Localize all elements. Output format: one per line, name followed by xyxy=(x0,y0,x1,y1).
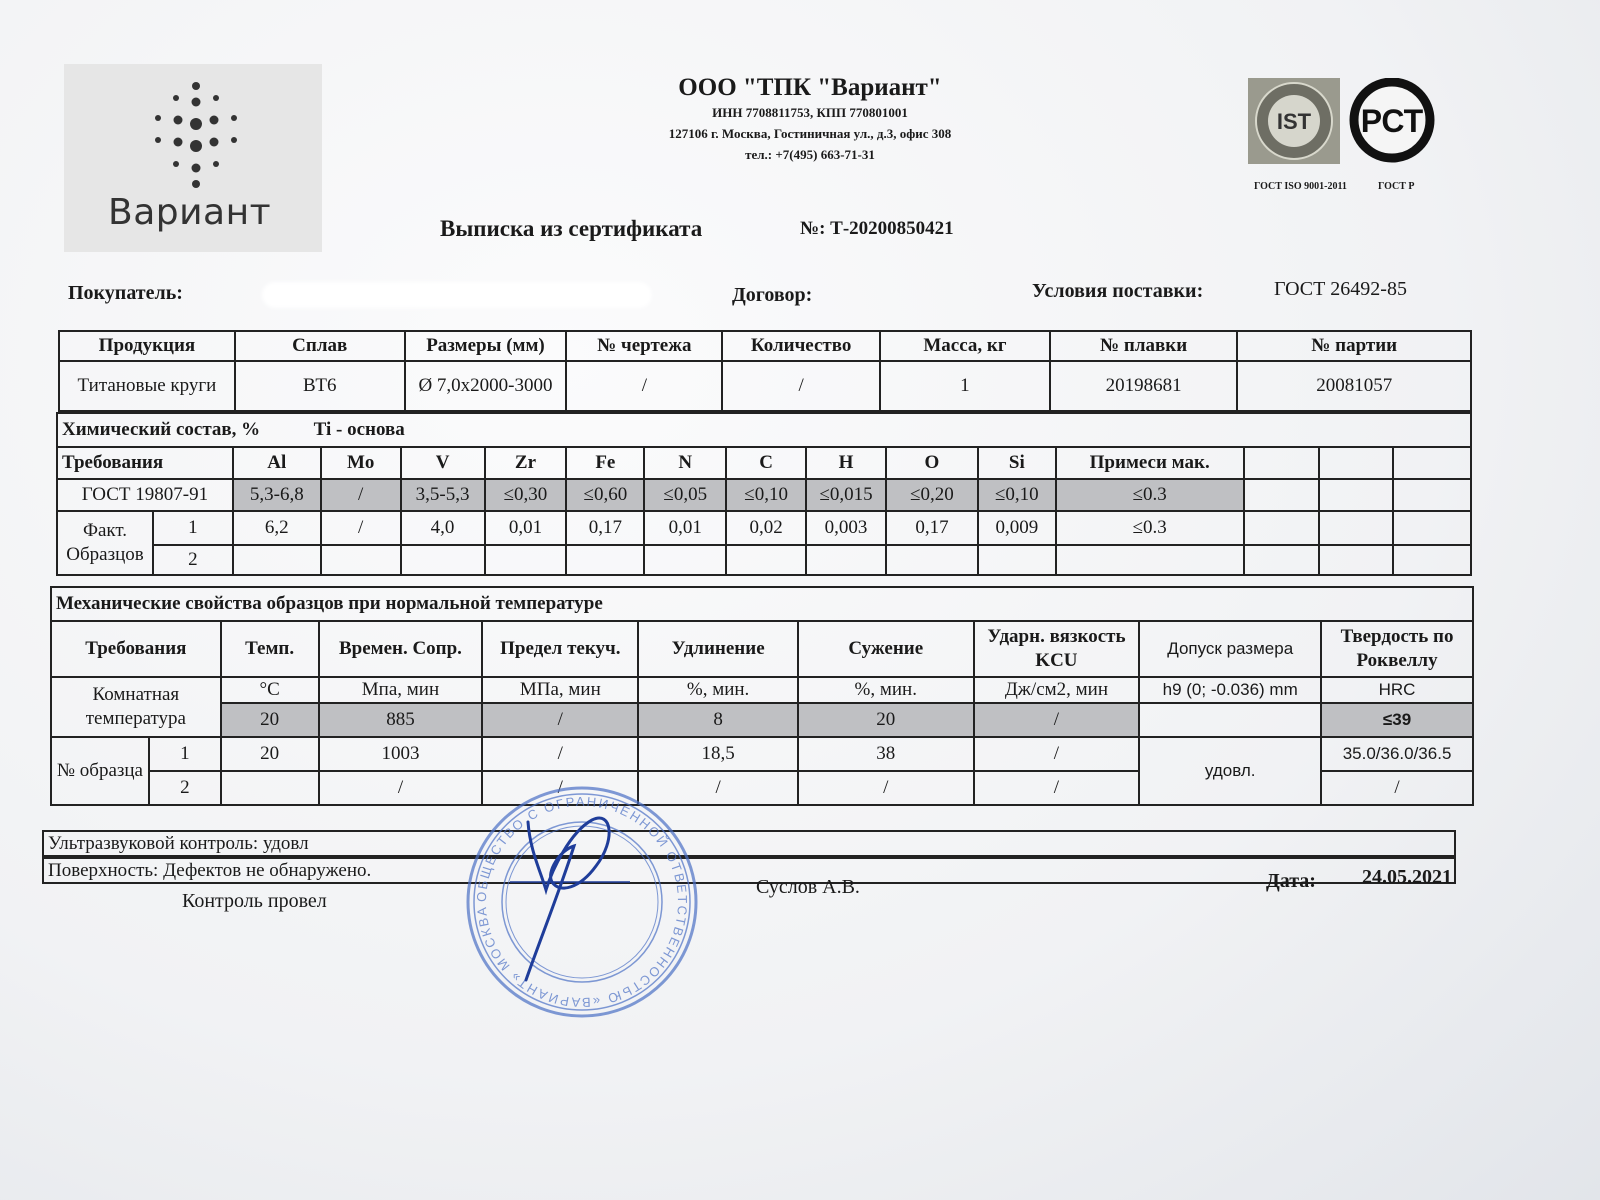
req-v: 3,5-5,3 xyxy=(401,479,485,511)
unit-temp: °С xyxy=(221,677,319,703)
certification-logos xyxy=(1248,78,1448,198)
req-al: 5,3-6,8 xyxy=(233,479,321,511)
unit-tensile: Мпа, мин xyxy=(319,677,483,703)
req-mo: / xyxy=(321,479,401,511)
empty-cell xyxy=(644,545,726,575)
act-n: 0,01 xyxy=(644,511,726,545)
chemical-table xyxy=(56,412,1472,576)
req-impact: / xyxy=(974,703,1140,737)
req-reduction: 20 xyxy=(798,703,974,737)
mech-temp-header: Темп. xyxy=(221,621,319,677)
act2-elongation: / xyxy=(638,771,798,805)
element-al: Al xyxy=(233,447,321,479)
chemical-required-row xyxy=(57,479,1471,511)
unit-yield: МПа, мин xyxy=(482,677,638,703)
empty-cell xyxy=(485,545,567,575)
header-product: Продукция xyxy=(59,331,235,361)
logo-dots-icon xyxy=(146,80,246,190)
mech-tensile-header: Времен. Сопр. xyxy=(319,621,483,677)
req-si: ≤0,10 xyxy=(978,479,1056,511)
cell-heat: 20198681 xyxy=(1050,361,1238,411)
cell-mass: 1 xyxy=(880,361,1050,411)
req-impurities: ≤0.3 xyxy=(1056,479,1244,511)
cell-drawing: / xyxy=(566,361,722,411)
act-o: 0,17 xyxy=(886,511,978,545)
cell-batch: 20081057 xyxy=(1237,361,1471,411)
act-tensile: 1003 xyxy=(319,737,483,771)
act-c: 0,02 xyxy=(726,511,806,545)
act-si: 0,009 xyxy=(978,511,1056,545)
empty-cell xyxy=(726,545,806,575)
chemical-sample1-row xyxy=(57,511,1471,545)
empty-cell xyxy=(978,545,1056,575)
chemical-header-row xyxy=(57,447,1471,479)
cell-alloy: ВТ6 xyxy=(235,361,405,411)
date-label: Дата: xyxy=(1266,870,1316,892)
empty-cell xyxy=(1393,447,1471,479)
element-zr: Zr xyxy=(485,447,567,479)
delivery-value: ГОСТ 26492-85 xyxy=(1274,278,1407,300)
element-c: C xyxy=(726,447,806,479)
ist-seal-icon xyxy=(1248,78,1340,164)
act2-temp xyxy=(221,771,319,805)
empty-cell xyxy=(1319,479,1393,511)
empty-cell xyxy=(1393,479,1471,511)
header-batch: № партии xyxy=(1237,331,1471,361)
mechanical-table xyxy=(50,586,1474,806)
empty-cell xyxy=(1319,447,1393,479)
chem-actual-label: Факт. Образцов xyxy=(57,511,153,575)
empty-cell xyxy=(233,545,321,575)
req-yield: / xyxy=(482,703,638,737)
hardness-sample1: 35.0/36.0/36.5 xyxy=(1321,737,1473,771)
header-heat: № плавки xyxy=(1050,331,1238,361)
empty-cell xyxy=(1319,511,1393,545)
pct-mark: РСТ xyxy=(1360,103,1424,139)
chemical-base-label: Ti - основа xyxy=(313,419,405,440)
act2-yield: / xyxy=(482,771,638,805)
chem-standard: ГОСТ 19807-91 xyxy=(57,479,233,511)
company-logo xyxy=(64,64,322,252)
mechanical-header-row xyxy=(51,621,1473,677)
contract-label: Договор: xyxy=(732,284,813,306)
chem-sample1-number: 1 xyxy=(153,511,233,545)
req-h: ≤0,015 xyxy=(806,479,886,511)
mech-reduction-header: Сужение xyxy=(798,621,974,677)
empty-cell xyxy=(566,545,644,575)
req-elongation: 8 xyxy=(638,703,798,737)
req-hardness: ≤39 xyxy=(1321,703,1473,737)
act-yield: / xyxy=(482,737,638,771)
delivery-label: Условия поставки: xyxy=(1032,280,1204,302)
impurities-header: Примеси мак. xyxy=(1056,447,1244,479)
document-title: Выписка из сертификата xyxy=(440,216,703,241)
empty-cell xyxy=(1244,447,1320,479)
act-fe: 0,17 xyxy=(566,511,644,545)
req-tolerance xyxy=(1139,703,1321,737)
act-v: 4,0 xyxy=(401,511,485,545)
req-temp: 20 xyxy=(221,703,319,737)
element-si: Si xyxy=(978,447,1056,479)
element-n: N xyxy=(644,447,726,479)
act-mo: / xyxy=(321,511,401,545)
tolerance-result: удовл. xyxy=(1139,737,1321,805)
act2-reduction: / xyxy=(798,771,974,805)
header-drawing: № чертежа xyxy=(566,331,722,361)
chemical-section-title xyxy=(57,413,1471,447)
act-temp: 20 xyxy=(221,737,319,771)
ist-label: ГОСТ ISO 9001-2011 xyxy=(1254,181,1347,192)
company-phone: тел.: +7(495) 663-71-31 xyxy=(745,147,875,162)
element-mo: Mo xyxy=(321,447,401,479)
unit-hardness: HRC xyxy=(1321,677,1473,703)
mechanical-required-row xyxy=(51,703,1473,737)
controller-label: Контроль провел xyxy=(182,890,327,912)
document-number: №: Т-20200850421 xyxy=(800,218,954,239)
mech-requirements-header: Требования xyxy=(51,621,221,677)
chemical-sample2-row xyxy=(57,545,1471,575)
element-v: V xyxy=(401,447,485,479)
surface-inspection: Поверхность: Дефектов не обнаружено. xyxy=(42,857,1456,884)
empty-cell xyxy=(1244,511,1320,545)
element-fe: Fe xyxy=(566,447,644,479)
company-info xyxy=(550,74,1070,165)
header-alloy: Сплав xyxy=(235,331,405,361)
empty-cell xyxy=(1393,511,1471,545)
req-zr: ≤0,30 xyxy=(485,479,567,511)
empty-cell xyxy=(1056,545,1244,575)
empty-cell xyxy=(401,545,485,575)
act-al: 6,2 xyxy=(233,511,321,545)
cell-product: Титановые круги xyxy=(59,361,235,411)
empty-cell xyxy=(806,545,886,575)
cell-dimensions: Ø 7,0х2000-3000 xyxy=(405,361,567,411)
ultrasonic-control: Ультразвуковой контроль: удовл xyxy=(42,830,1456,857)
mechanical-section-row xyxy=(51,587,1473,621)
mech-tolerance-header: Допуск размера xyxy=(1139,621,1321,677)
chemical-section-row xyxy=(57,413,1471,447)
pct-mark-icon xyxy=(1354,82,1430,158)
buyer-label: Покупатель: xyxy=(68,282,183,304)
stamp-text: ОБЩЕСТВО С ОГРАНИЧЕННОЙ ОТВЕТСТВЕННОСТЬЮ «ВАРИАНТ» МОСКВА xyxy=(473,793,691,1011)
act-elongation: 18,5 xyxy=(638,737,798,771)
req-c: ≤0,10 xyxy=(726,479,806,511)
unit-impact: Дж/см2, мин xyxy=(974,677,1140,703)
product-table xyxy=(58,330,1472,412)
company-name: ООО "ТПК "Вариант" xyxy=(678,74,942,101)
ist-mark: IST xyxy=(1276,109,1312,134)
chem-requirements-label: Требования xyxy=(57,447,233,479)
act-reduction: 38 xyxy=(798,737,974,771)
act-impurities: ≤0.3 xyxy=(1056,511,1244,545)
company-address: 127106 г. Москва, Гостиничная ул., д.3, офис 308 xyxy=(668,126,952,141)
mechanical-section-title: Механические свойства образцов при нормальной температуре xyxy=(51,587,1473,621)
empty-cell xyxy=(1319,545,1393,575)
req-tensile: 885 xyxy=(319,703,483,737)
cell-quantity: / xyxy=(722,361,880,411)
act2-impact: / xyxy=(974,771,1140,805)
product-row xyxy=(59,361,1471,411)
unit-tolerance: h9 (0; -0.036) mm xyxy=(1139,677,1321,703)
element-o: O xyxy=(886,447,978,479)
act2-tensile: / xyxy=(319,771,483,805)
controller-name: Суслов А.В. xyxy=(756,876,860,898)
mech-req-label: Комнатная температура xyxy=(51,677,221,737)
unit-elongation: %, мин. xyxy=(638,677,798,703)
mechanical-units-row xyxy=(51,677,1473,703)
empty-cell xyxy=(886,545,978,575)
header-quantity: Количество xyxy=(722,331,880,361)
req-o: ≤0,20 xyxy=(886,479,978,511)
product-header-row xyxy=(59,331,1471,361)
empty-cell xyxy=(1244,479,1320,511)
hardness-sample2: / xyxy=(1321,771,1473,805)
signature-icon xyxy=(500,810,660,990)
buyer-redacted xyxy=(262,282,652,308)
element-h: H xyxy=(806,447,886,479)
act-h: 0,003 xyxy=(806,511,886,545)
empty-cell xyxy=(1244,545,1320,575)
mech-elongation-header: Удлинение xyxy=(638,621,798,677)
empty-cell xyxy=(321,545,401,575)
mech-sample2-number: 2 xyxy=(149,771,221,805)
chemical-section-label: Химический состав, % xyxy=(62,419,261,440)
unit-reduction: %, мин. xyxy=(798,677,974,703)
date-value: 24.05.2021 xyxy=(1362,866,1452,888)
mech-hardness-header: Твердость по Роквеллу xyxy=(1321,621,1473,677)
mechanical-sample1-row xyxy=(51,737,1473,771)
mech-sample1-number: 1 xyxy=(149,737,221,771)
req-n: ≤0,05 xyxy=(644,479,726,511)
company-inn: ИНН 7708811753, КПП 770801001 xyxy=(712,105,908,120)
mech-impact-header: Ударн. вязкость KCU xyxy=(974,621,1140,677)
mech-yield-header: Предел текуч. xyxy=(482,621,638,677)
chem-sample2-number: 2 xyxy=(153,545,233,575)
pct-label: ГОСТ Р xyxy=(1378,181,1415,192)
logo-wordmark: Вариант xyxy=(108,192,272,233)
act-zr: 0,01 xyxy=(485,511,567,545)
mech-sample-label: № образца xyxy=(51,737,149,805)
req-fe: ≤0,60 xyxy=(566,479,644,511)
header-mass: Масса, кг xyxy=(880,331,1050,361)
header-dimensions: Размеры (мм) xyxy=(405,331,567,361)
empty-cell xyxy=(1393,545,1471,575)
act-impact: / xyxy=(974,737,1140,771)
